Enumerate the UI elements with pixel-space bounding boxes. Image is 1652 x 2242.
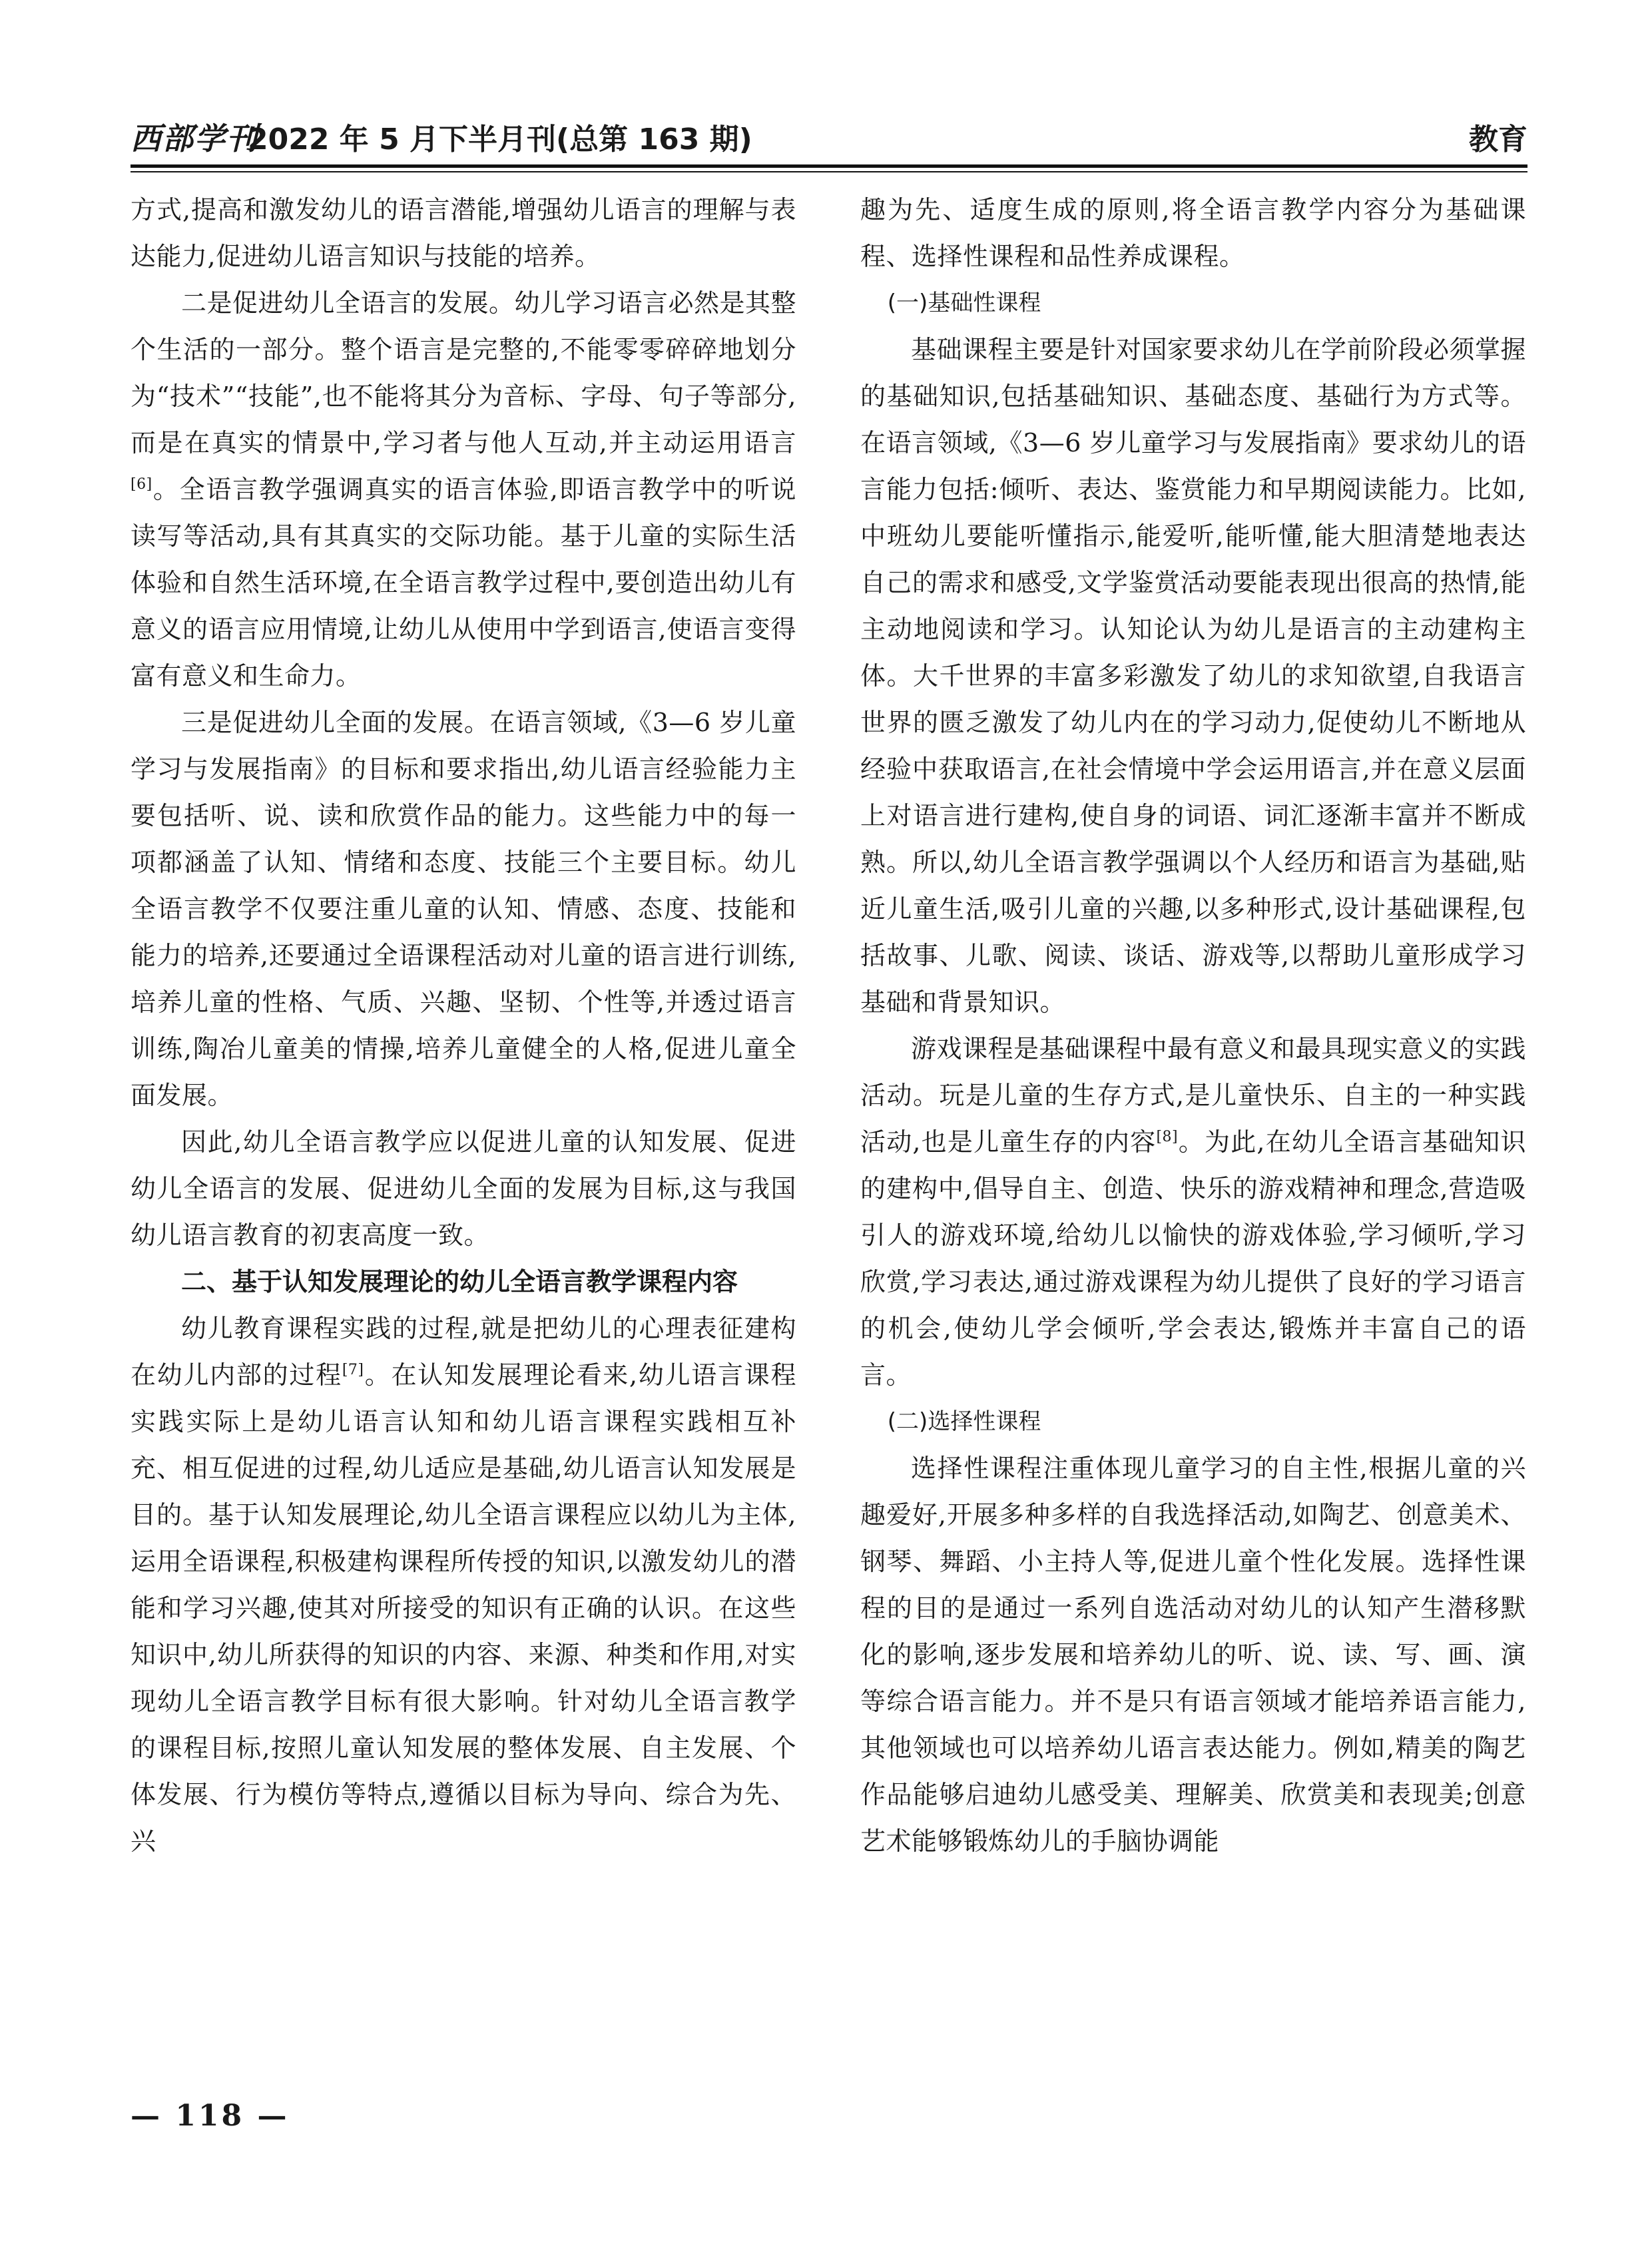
journal-masthead: 西部学刊 bbox=[131, 121, 258, 156]
paragraph-text: 。全语言教学强调真实的语言体验,即语言教学中的听说读写等活动,具有其真实的交际功能。基于儿童的实际生活体验和自然生活环境,在全语言教学过程中,要创造出幼儿有意义的语言应用情境,让幼儿从使用中学到语言,使语言变得富有意义和生命力。 bbox=[131, 475, 796, 691]
issue-info: 2022 年 5 月下半月刊(总第 163 期) bbox=[248, 123, 752, 156]
paragraph-conclusion: 因此,幼儿全语言教学应以促进儿童的认知发展、促进幼儿全语言的发展、促进幼儿全面的发展为目标,这与我国幼儿语言教育的初衷高度一致。 bbox=[131, 1127, 796, 1250]
paragraph-game-course bbox=[860, 1025, 1526, 1398]
header-rule-thin bbox=[131, 171, 1527, 172]
paragraph-text: 游戏课程是基础课程中最有意义和最具现实意义的实践活动。玩是儿童的生存方式,是儿童快乐、自主的一种实践活动,也是儿童生存的内容 bbox=[860, 1034, 1527, 1157]
citation-ref: [8] bbox=[1156, 1129, 1179, 1145]
right-column bbox=[860, 186, 1526, 1864]
paragraph-text: 。为此,在幼儿全语言基础知识的建构中,倡导自主、创造、快乐的游戏精神和理念,营造吸引人的游戏环境,给幼儿以愉快的游戏体验,学习倾听,学习欣赏,学习表达,通过游戏课程为幼儿提供了良好的学习语言的机会,使幼儿学会倾听,学会表达,锻炼并丰富自己的语言。 bbox=[860, 1127, 1526, 1390]
paragraph-full-language bbox=[131, 280, 796, 699]
paragraph-text: 二是促进幼儿全语言的发展。幼儿学习语言必然是其整个生活的一部分。整个语言是完整的,不能零零碎碎地划分为“技术”“技能”,也不能将其分为音标、字母、句子等部分,而是在真实的情景中,学习者与他人互动,并主动运用语言 bbox=[131, 288, 797, 457]
paragraph-text: 。在认知发展理论看来,幼儿语言课程实践实际上是幼儿语言认知和幼儿语言课程实践相互补充、相互促进的过程,幼儿适应是基础,幼儿语言认知发展是目的。基于认知发展理论,幼儿全语言课程应以幼儿为主体,运用全语课程,积极建构课程所传授的知识,以激发幼儿的潜能和学习兴趣,使其对所接受的知识有正确的认识。在这些知识中,幼儿所获得的知识的内容、来源、种类和作用,对实现幼儿全语言教学目标有很大影响。针对幼儿全语言教学的课程目标,按照儿童认知发展的整体发展、自主发展、个体发展、行为模仿等特点,遵循以目标为导向、综合为先、兴 bbox=[131, 1360, 796, 1856]
paragraph-text: 幼儿教育课程实践的过程,就是把幼儿的心理表征建构在幼儿内部的过程 bbox=[131, 1314, 796, 1390]
section-heading: 二、基于认知发展理论的幼儿全语言教学课程内容 bbox=[181, 1267, 738, 1296]
paragraph-elective-course: 选择性课程注重体现儿童学习的自主性,根据儿童的兴趣爱好,开展多种多样的自我选择活动,如陶艺、创意美术、钢琴、舞蹈、小主持人等,促进儿童个性化发展。选择性课程的目的是通过一系列自选活动对幼儿的认知产生潜移默化的影响,逐步发展和培养幼儿的听、说、读、写、画、演等综合语言能力。并不是只有语言领域才能培养语言能力,其他领域也可以培养幼儿语言表达能力。例如,精美的陶艺作品能够启迪幼儿感受美、理解美、欣赏美和表现美;创意艺术能够锻炼幼儿的手脑协调能 bbox=[860, 1454, 1526, 1856]
header-rule-thick bbox=[131, 164, 1527, 168]
page-header bbox=[131, 115, 1527, 162]
paragraph-continued: 趣为先、适度生成的原则,将全语言教学内容分为基础课程、选择性课程和品性养成课程。 bbox=[860, 195, 1526, 271]
citation-ref: [6] bbox=[131, 476, 152, 493]
paragraph-curriculum bbox=[131, 1305, 796, 1864]
page-number: — 118 — bbox=[131, 2099, 290, 2133]
left-column bbox=[131, 186, 796, 1864]
paragraph-continued: 方式,提高和激发幼儿的语言潜能,增强幼儿语言的理解与表达能力,促进幼儿语言知识与技能的培养。 bbox=[131, 195, 796, 271]
section-label: 教育 bbox=[1469, 123, 1527, 156]
paragraph-overall-development: 三是促进幼儿全面的发展。在语言领域,《3—6 岁儿童学习与发展指南》的目标和要求指出,幼儿语言经验能力主要包括听、说、读和欣赏作品的能力。这些能力中的每一项都涵盖了认知、情绪和态度、技能三个主要目标。幼儿全语言教学不仅要注重儿童的认知、情感、态度、技能和能力的培养,还要通过全语课程活动对儿童的语言进行训练,培养儿童的性格、气质、兴趣、坚韧、个性等,并透过语言训练,陶冶儿童美的情操,培养儿童健全的人格,促进儿童全面发展。 bbox=[131, 708, 796, 1110]
paragraph-basic-course: 基础课程主要是针对国家要求幼儿在学前阶段必须掌握的基础知识,包括基础知识、基础态度、基础行为方式等。在语言领域,《3—6 岁儿童学习与发展指南》要求幼儿的语言能力包括:倾听、表达、鉴赏能力和早期阅读能力。比如,中班幼儿要能听懂指示,能爱听,能听懂,能大胆清楚地表达自己的需求和感受,文学鉴赏活动要能表现出很高的热情,能主动地阅读和学习。认知论认为幼儿是语言的主动建构主体。大千世界的丰富多彩激发了幼儿的求知欲望,自我语言世界的匮乏激发了幼儿内在的学习动力,促使幼儿不断地从经验中获取语言,在社会情境中学会运用语言,并在意义层面上对语言进行建构,使自身的词语、词汇逐渐丰富并不断成熟。所以,幼儿全语言教学强调以个人经历和语言为基础,贴近儿童生活,吸引儿童的兴趣,以多种形式,设计基础课程,包括故事、儿歌、阅读、谈话、游戏等,以帮助儿童形成学习基础和背景知识。 bbox=[860, 335, 1527, 1017]
subsection-heading-basic: (一)基础性课程 bbox=[887, 290, 1041, 316]
subsection-heading-elective: (二)选择性课程 bbox=[887, 1408, 1041, 1435]
citation-ref: [7] bbox=[342, 1362, 364, 1378]
